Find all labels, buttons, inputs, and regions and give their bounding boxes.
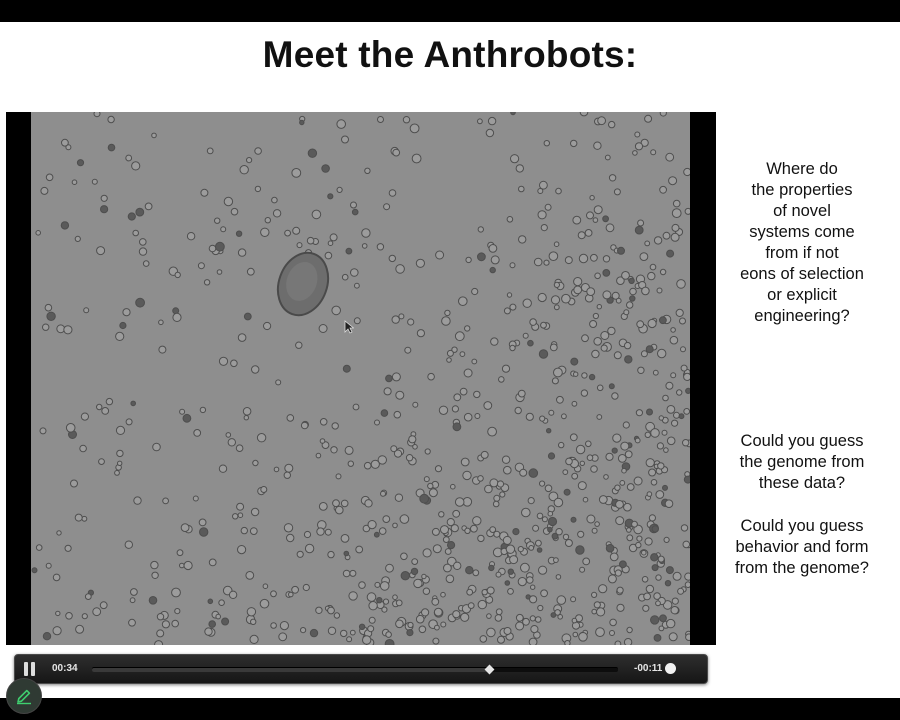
video-controls — [14, 654, 708, 684]
pause-icon-bar — [31, 662, 35, 676]
video-player[interactable] — [6, 112, 716, 645]
seek-handle[interactable] — [485, 665, 495, 675]
pause-icon — [24, 662, 28, 676]
cell-field — [31, 112, 690, 645]
slide — [0, 22, 900, 698]
pause-button[interactable] — [23, 662, 37, 676]
volume-knob-icon[interactable] — [665, 663, 676, 674]
current-time: 00:34 — [52, 663, 78, 674]
microscopy-video-frame[interactable] — [31, 112, 690, 645]
remaining-time: -00:11 — [634, 663, 663, 674]
question-behavior: Could you guess behavior and form from the genome? — [735, 517, 869, 577]
mouse-cursor-icon — [344, 320, 354, 334]
question-genome: Could you guess the genome from these data? — [739, 432, 865, 492]
question-properties: Where do the properties of novel systems come from if not eons of selection or explicit engineering? — [740, 160, 864, 325]
pencil-icon — [15, 687, 33, 705]
seek-bar[interactable] — [92, 667, 618, 672]
edit-button[interactable] — [6, 678, 42, 714]
seek-progress — [92, 668, 489, 672]
slide-title: Meet the Anthrobots: — [262, 34, 638, 75]
